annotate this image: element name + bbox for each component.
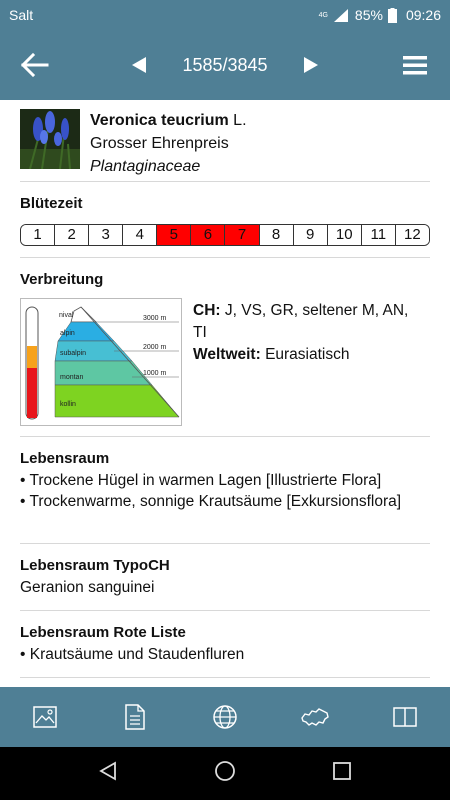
arrow-left-icon — [20, 52, 50, 78]
month-bar — [20, 224, 430, 246]
altitude-zones-chart — [21, 299, 181, 425]
system-home-button[interactable] — [214, 760, 236, 787]
month-cell: 12 — [396, 225, 429, 245]
switzerland-map-icon — [300, 706, 330, 728]
carrier-name: Salt — [9, 7, 34, 23]
tab-description[interactable] — [90, 687, 180, 747]
author: L. — [233, 112, 247, 129]
book-icon — [391, 705, 419, 729]
hamburger-menu-icon — [401, 54, 429, 76]
document-icon — [124, 703, 146, 731]
bluetezeit-section — [20, 182, 430, 258]
lebensraum-item: • Trockene Hügel in warmen Lagen [Illustrierte Flora] — [20, 472, 382, 489]
zone-montan-label: montan — [60, 374, 84, 381]
altitude-3000-label: 3000 m — [143, 315, 167, 322]
menu-button[interactable] — [401, 54, 429, 76]
plant-thumbnail[interactable] — [20, 109, 80, 169]
signal-icon — [334, 9, 348, 22]
system-back-button[interactable] — [97, 760, 119, 787]
month-cell: 2 — [55, 225, 89, 245]
world-value: Eurasiatisch — [265, 346, 350, 363]
triangle-left-icon — [128, 54, 150, 76]
distribution-text — [193, 300, 423, 426]
month-cell: 3 — [89, 225, 123, 245]
bluetezeit-title: Blütezeit — [20, 195, 83, 212]
typoch-title: Lebensraum TypoCH — [20, 557, 170, 574]
tab-images[interactable] — [0, 687, 90, 747]
nav-recents-icon — [331, 760, 353, 782]
month-cell: 6 — [191, 225, 225, 245]
tab-distribution-ch[interactable] — [270, 687, 360, 747]
zone-kollin-label: kollin — [60, 401, 76, 408]
world-label: Weltweit: — [193, 346, 261, 363]
distribution-world — [193, 344, 423, 366]
lebensraum-list — [20, 470, 430, 512]
image-icon — [32, 705, 58, 729]
flower-photo-icon — [20, 109, 80, 169]
month-cell: 11 — [362, 225, 396, 245]
month-cell: 8 — [260, 225, 294, 245]
network-type: 4G — [318, 11, 328, 19]
month-cell: 9 — [294, 225, 328, 245]
ch-label: CH: — [193, 302, 221, 319]
bottom-tab-bar — [0, 687, 450, 747]
ch-value: J, VS, GR, seltener M, AN, TI — [193, 302, 409, 341]
nav-back-icon — [97, 760, 119, 782]
battery-percent: 85% — [354, 7, 383, 23]
rote-liste-section — [20, 611, 430, 678]
altitude-2000-label: 2000 m — [143, 344, 167, 351]
typoch-section — [20, 544, 430, 611]
month-cell: 10 — [328, 225, 362, 245]
month-cell: 5 — [157, 225, 191, 245]
clock: 09:26 — [405, 7, 441, 23]
month-cell: 1 — [21, 225, 55, 245]
plant-detail-content[interactable] — [0, 100, 450, 687]
status-bar — [0, 0, 450, 30]
altitude-1000-label: 1000 m — [143, 370, 167, 377]
zone-nival-label: nival — [59, 312, 74, 319]
plant-header — [20, 100, 430, 182]
triangle-right-icon — [300, 54, 322, 76]
zone-alpin-label: alpin — [60, 330, 75, 337]
lebensraum-section — [20, 437, 430, 544]
month-cell: 7 — [225, 225, 259, 245]
month-cell: 4 — [123, 225, 157, 245]
altitude-diagram[interactable] — [20, 298, 182, 426]
common-name: Grosser Ehrenpreis — [90, 135, 229, 152]
globe-icon — [212, 704, 238, 730]
back-button[interactable] — [20, 52, 50, 78]
system-nav-bar — [0, 747, 450, 800]
verbreitung-title: Verbreitung — [20, 271, 104, 288]
lebensraum-title: Lebensraum — [20, 450, 110, 467]
plant-scientific-name — [90, 109, 247, 132]
zone-subalpin-label: subalpin — [60, 350, 87, 357]
system-recents-button[interactable] — [331, 760, 353, 787]
nav-home-icon — [214, 760, 236, 782]
family-name: Plantaginaceae — [90, 158, 201, 175]
lebensraum-item: • Trockenwarme, sonnige Krautsäume [Exkursionsflora] — [20, 493, 402, 510]
indicator-orange — [27, 346, 37, 368]
rote-liste-value: • Krautsäume und Staudenfluren — [20, 646, 245, 663]
verbreitung-section — [20, 258, 430, 437]
indicator-red — [27, 368, 37, 418]
next-plant-button[interactable] — [300, 54, 322, 76]
plant-counter: 1585/3845 — [182, 55, 268, 75]
tab-distribution-world[interactable] — [180, 687, 270, 747]
previous-plant-button[interactable] — [128, 54, 150, 76]
battery-icon — [388, 8, 397, 23]
typoch-value: Geranion sanguinei — [20, 579, 155, 596]
app-bar — [0, 30, 450, 100]
distribution-ch — [193, 300, 423, 344]
rote-liste-title: Lebensraum Rote Liste — [20, 624, 186, 641]
tab-reference[interactable] — [360, 687, 450, 747]
genus-species: Veronica teucrium — [90, 112, 229, 129]
